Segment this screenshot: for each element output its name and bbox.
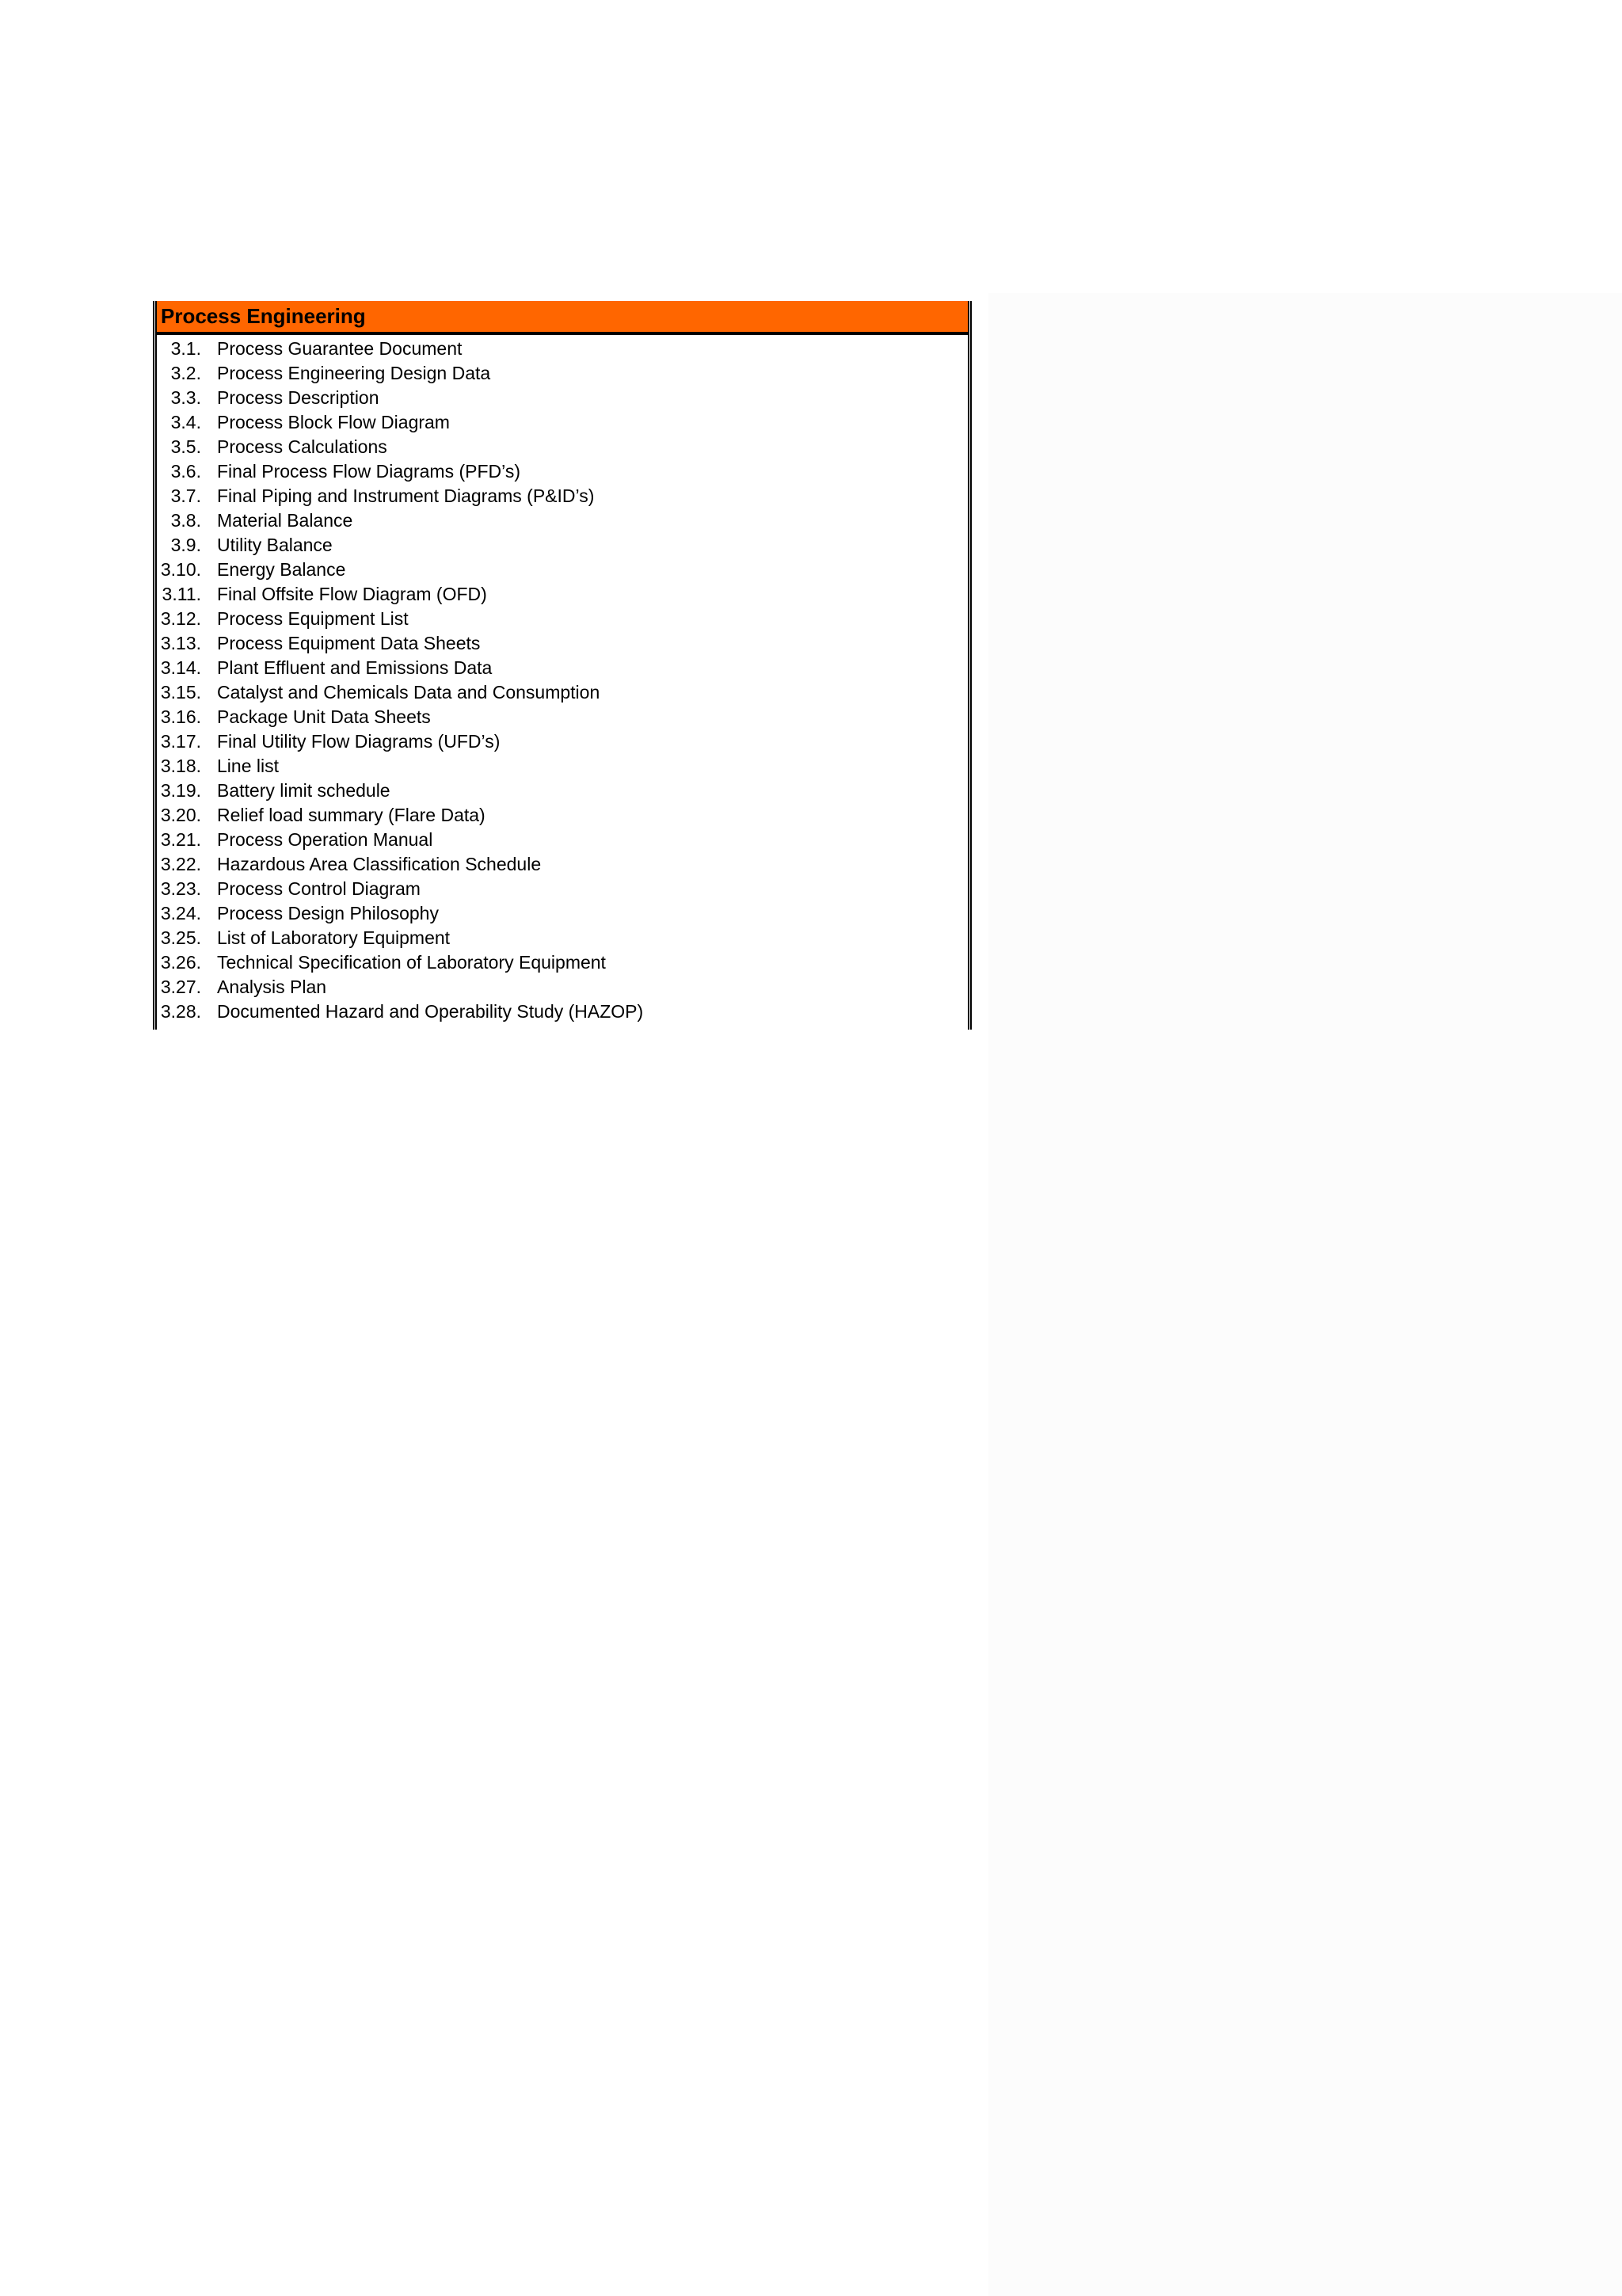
- item-label: Package Unit Data Sheets: [217, 706, 431, 727]
- section-title: Process Engineering: [161, 304, 366, 328]
- item-number: 3.22.: [160, 854, 201, 874]
- list-item: [157, 950, 968, 975]
- process-engineering-table: [153, 301, 972, 1030]
- item-number: 3.8.: [170, 510, 201, 531]
- list-item: [157, 361, 968, 386]
- item-label: Catalyst and Chemicals Data and Consumption: [217, 682, 600, 703]
- item-label: Line list: [217, 756, 279, 776]
- list-item: [157, 337, 968, 361]
- item-label: Process Engineering Design Data: [217, 363, 491, 383]
- item-number: 3.4.: [170, 412, 201, 432]
- list-item: [157, 582, 968, 607]
- list-item: [157, 926, 968, 950]
- item-label: Energy Balance: [217, 559, 346, 580]
- item-number: 3.2.: [170, 363, 201, 383]
- item-label: Final Utility Flow Diagrams (UFD’s): [217, 731, 501, 752]
- item-label: Process Block Flow Diagram: [217, 412, 450, 432]
- item-label: Final Piping and Instrument Diagrams (P&ID’s): [217, 485, 595, 506]
- item-number: 3.25.: [160, 927, 201, 948]
- item-label: Plant Effluent and Emissions Data: [217, 657, 493, 678]
- item-label: Process Guarantee Document: [217, 338, 463, 359]
- list-item: [157, 656, 968, 680]
- item-number: 3.23.: [160, 878, 201, 899]
- item-label: Battery limit schedule: [217, 780, 390, 801]
- item-label: Process Control Diagram: [217, 878, 421, 899]
- item-number: 3.9.: [170, 535, 201, 555]
- item-number: 3.10.: [160, 559, 201, 580]
- list-item: [157, 558, 968, 582]
- item-label: Relief load summary (Flare Data): [217, 805, 485, 825]
- item-number: 3.27.: [160, 977, 201, 997]
- item-number: 3.18.: [160, 756, 201, 776]
- list-item: [157, 975, 968, 1000]
- item-label: Documented Hazard and Operability Study (HAZOP): [217, 1001, 644, 1022]
- item-label: Final Process Flow Diagrams (PFD’s): [217, 461, 520, 482]
- list-item: [157, 435, 968, 459]
- item-number: 3.26.: [160, 952, 201, 973]
- list-item: [157, 1000, 968, 1024]
- item-label: Technical Specification of Laboratory Equipment: [217, 952, 606, 973]
- item-number: 3.28.: [160, 1001, 201, 1022]
- list-item: [157, 779, 968, 803]
- item-number: 3.14.: [160, 657, 201, 678]
- item-label: List of Laboratory Equipment: [217, 927, 451, 948]
- page-background-shade: [988, 293, 1622, 2296]
- item-label: Process Design Philosophy: [217, 903, 439, 923]
- list-item: [157, 877, 968, 901]
- item-label: Utility Balance: [217, 535, 333, 555]
- item-number: 3.11.: [162, 584, 201, 604]
- item-number: 3.21.: [160, 829, 201, 850]
- list-item: [157, 533, 968, 558]
- item-number: 3.1.: [170, 338, 201, 359]
- list-item: [157, 386, 968, 410]
- section-header: [157, 301, 968, 335]
- item-number: 3.20.: [160, 805, 201, 825]
- item-label: Process Equipment List: [217, 608, 409, 629]
- item-number: 3.15.: [160, 682, 201, 703]
- item-number: 3.6.: [170, 461, 201, 482]
- item-label: Material Balance: [217, 510, 353, 531]
- list-item: [157, 484, 968, 508]
- list-item: [157, 631, 968, 656]
- item-number: 3.12.: [160, 608, 201, 629]
- list-item: [157, 729, 968, 754]
- list-item: [157, 607, 968, 631]
- list-item: [157, 803, 968, 828]
- item-label: Final Offsite Flow Diagram (OFD): [217, 584, 487, 604]
- item-number: 3.3.: [170, 387, 201, 408]
- item-label: Process Operation Manual: [217, 829, 433, 850]
- item-number: 3.17.: [160, 731, 201, 752]
- list-item: [157, 680, 968, 705]
- item-number: 3.19.: [160, 780, 201, 801]
- item-label: Analysis Plan: [217, 977, 327, 997]
- item-label: Process Calculations: [217, 436, 387, 457]
- item-number: 3.24.: [160, 903, 201, 923]
- item-number: 3.16.: [160, 706, 201, 727]
- item-number: 3.13.: [160, 633, 201, 653]
- list-item: [157, 901, 968, 926]
- item-number: 3.5.: [170, 436, 201, 457]
- list-item: [157, 852, 968, 877]
- item-label: Process Description: [217, 387, 379, 408]
- item-label: Hazardous Area Classification Schedule: [217, 854, 542, 874]
- list-item: [157, 754, 968, 779]
- list-item: [157, 410, 968, 435]
- item-number: 3.7.: [170, 485, 201, 506]
- list-item: [157, 508, 968, 533]
- list-item: [157, 459, 968, 484]
- list-item: [157, 705, 968, 729]
- item-label: Process Equipment Data Sheets: [217, 633, 481, 653]
- deliverables-list: [157, 335, 968, 1024]
- list-item: [157, 828, 968, 852]
